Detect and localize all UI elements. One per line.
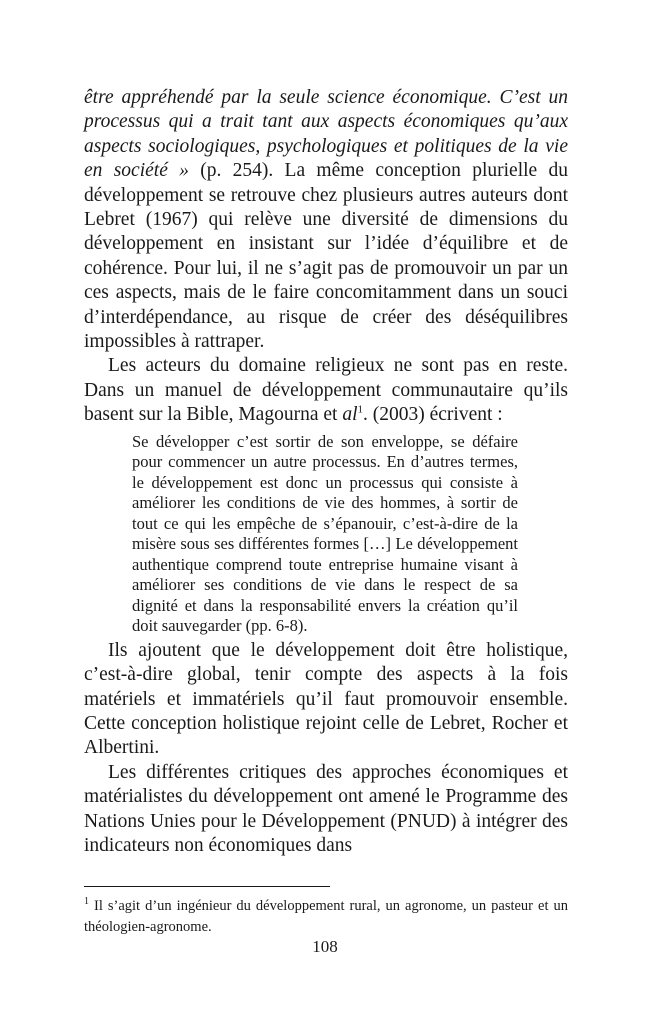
quoted-italic-text: être appréhendé par la seule science économique. C’est un processus qui a trait tant aux aspects économiques qu’aux aspects sociologiques, psychologiques et politiques de la vie en société »	[84, 87, 568, 182]
paragraph-1-text: (p. 254). La même conception plurielle du développement se retrouve chez plusieurs autres auteurs dont Lebret (1967) qui relève une diversité de dimensions du développement en insistant sur l’idée d’équilibre et de cohérence. Pour lui, il ne s’agit pas de promouvoir un par un ces aspects, mais de le faire concomitamment dans un souci d’interdépendance, au risque de créer des déséquilibres impossibles à rattraper.	[84, 160, 568, 353]
footnote-mark: 1	[84, 896, 89, 908]
footnote	[84, 896, 568, 938]
block-quote: Se développer c’est sortir de son enveloppe, se défaire pour commencer un autre processus. En d’autres termes, le développement est donc un processus qui consiste à améliorer les conditions de vie des hommes, à sortir de tout ce qui les empêche de s’épanouir, c’est-à-dire de la misère sous ses différentes formes […] Le développement authentique comprend toute entreprise humaine visant à améliorer ses conditions de vie dans le respect de sa dignité et dans la responsabilité envers la création qu’il doit sauvegarder (pp. 6-8).	[132, 431, 518, 636]
et-al-italic: al	[342, 404, 358, 426]
page-body	[84, 86, 568, 858]
paragraph-1	[84, 86, 568, 354]
footnote-reference: 1	[357, 403, 363, 416]
paragraph-3: Ils ajoutent que le développement doit être holistique, c’est-à-dire global, tenir compte des aspects à la fois matériels et immatériels qu’il faut promouvoir ensemble. Cette conception holistique rejoint celle de Lebret, Rocher et Albertini.	[84, 639, 568, 759]
footnote-text: Il s’agit d’un ingénieur du développement rural, un agronome, un pasteur et un théologien-agronome.	[84, 898, 568, 935]
page-number: 108	[312, 937, 338, 956]
paragraph-2-text-after: . (2003) écrivent :	[362, 404, 503, 426]
paragraph-2	[84, 354, 568, 427]
paragraph-2-text-before: Les acteurs du domaine religieux ne sont pas en reste. Dans un manuel de développement communautaire qu’ils basent sur la Bible, Magourna et	[84, 355, 568, 426]
footnote-divider	[84, 886, 330, 887]
paragraph-4: Les différentes critiques des approches économiques et matérialistes du développement ont amené le Programme des Nations Unies pour le Développement (PNUD) à intégrer des indicateurs non économiques dans	[84, 761, 568, 856]
